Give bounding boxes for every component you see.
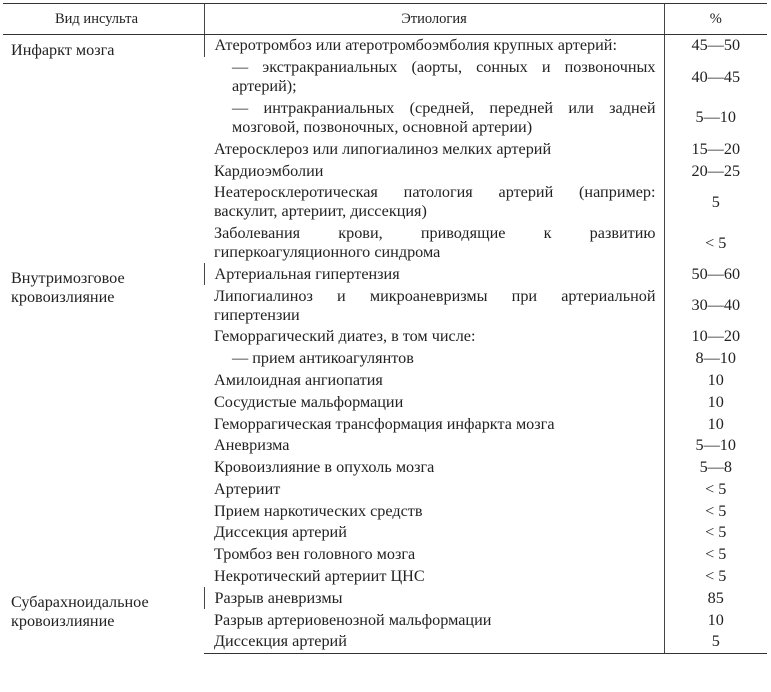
etiology-cell: Аневризма <box>214 436 290 455</box>
percent-cell: < 5 <box>664 544 767 566</box>
percent-cell: 85 <box>664 587 767 609</box>
etiology-cell: Некротический артериит ЦНС <box>214 567 425 586</box>
stroke-type-label: Инфаркт мозга <box>11 41 115 59</box>
percent-cell: 8—10 <box>664 348 767 370</box>
etiology-cell: Диссекция артерий <box>214 523 347 542</box>
percent-cell: < 5 <box>664 566 767 588</box>
percent-cell: 15—20 <box>664 138 767 160</box>
stroke-type-cell <box>3 35 204 264</box>
etiology-cell: Геморрагический диатез, в том числе: <box>214 327 476 346</box>
percent-cell: 30—40 <box>664 285 767 326</box>
percent-cell: 5 <box>664 182 767 223</box>
etiology-cell: Тромбоз вен головного мозга <box>214 545 416 564</box>
percent-cell: 10—20 <box>664 326 767 348</box>
percent-cell: 5 <box>664 631 767 653</box>
stroke-type-cell <box>3 587 204 653</box>
etiology-cell: — экстракраниальных (аорты, сонных и позвоночных артерий); <box>232 58 656 96</box>
table-row <box>3 35 767 57</box>
etiology-cell: Артериит <box>214 479 281 498</box>
percent-cell: 45—50 <box>664 35 767 57</box>
percent-cell: 40—45 <box>664 57 767 98</box>
etiology-cell: Диссекция артерий <box>204 631 664 653</box>
etiology-cell: — прием антикоагулянтов <box>232 349 414 368</box>
etiology-cell: Атеротромбоз или атеротромбоэмболия крупных артерий: <box>204 35 664 57</box>
percent-cell: 10 <box>664 609 767 631</box>
header-stroke-type: Вид инсульта <box>3 4 204 35</box>
etiology-cell: Артериальная гипертензия <box>204 263 664 285</box>
header-percent: % <box>664 4 767 35</box>
stroke-type-label: Внутримозговое кровоизлияние <box>11 269 125 307</box>
stroke-type-label: Субарахноидальное кровоизлияние <box>11 593 149 631</box>
etiology-cell: Сосудистые мальформации <box>214 392 404 411</box>
etiology-cell: Разрыв аневризмы <box>204 587 664 609</box>
etiology-cell: — интракраниальных (средней, передней или задней мозговой, позвоночных, основной артерии) <box>232 98 656 136</box>
percent-cell: 20—25 <box>664 160 767 182</box>
etiology-cell: Геморрагическая трансформация инфаркта мозга <box>214 414 555 433</box>
percent-cell: 50—60 <box>664 263 767 285</box>
etiology-cell: Липогиалиноз и микроаневризмы при артериальной гипертензии <box>214 286 656 324</box>
percent-cell: 10 <box>664 413 767 435</box>
table-header-row <box>3 4 767 35</box>
etiology-cell: Кардиоэмболии <box>214 161 324 180</box>
etiology-cell: Прием наркотических средств <box>214 501 423 520</box>
percent-cell: 5—8 <box>664 457 767 479</box>
table-row <box>3 587 767 609</box>
percent-cell: 10 <box>664 391 767 413</box>
percent-cell: < 5 <box>664 223 767 264</box>
percent-cell: < 5 <box>664 479 767 501</box>
percent-cell: 10 <box>664 370 767 392</box>
header-etiology: Этиология <box>204 4 664 35</box>
etiology-cell: Атеросклероз или липогиалиноз мелких артерий <box>214 139 552 158</box>
percent-cell: < 5 <box>664 500 767 522</box>
etiology-cell: Кровоизлияние в опухоль мозга <box>214 458 435 477</box>
percent-cell: 5—10 <box>664 98 767 139</box>
etiology-cell: Заболевания крови, приводящие к развитию гиперкоагуляционного синдрома <box>214 224 656 262</box>
etiology-cell: Амилоидная ангиопатия <box>214 370 383 389</box>
table-row <box>3 263 767 285</box>
stroke-type-cell <box>3 263 204 587</box>
percent-cell: 5—10 <box>664 435 767 457</box>
percent-cell: < 5 <box>664 522 767 544</box>
etiology-cell: Неатеросклеротическая патология артерий (например: васкулит, артериит, диссекция) <box>214 183 656 221</box>
etiology-cell: Разрыв артериовенозной мальформации <box>214 610 492 629</box>
stroke-etiology-table <box>3 3 767 654</box>
table-body <box>3 35 767 654</box>
